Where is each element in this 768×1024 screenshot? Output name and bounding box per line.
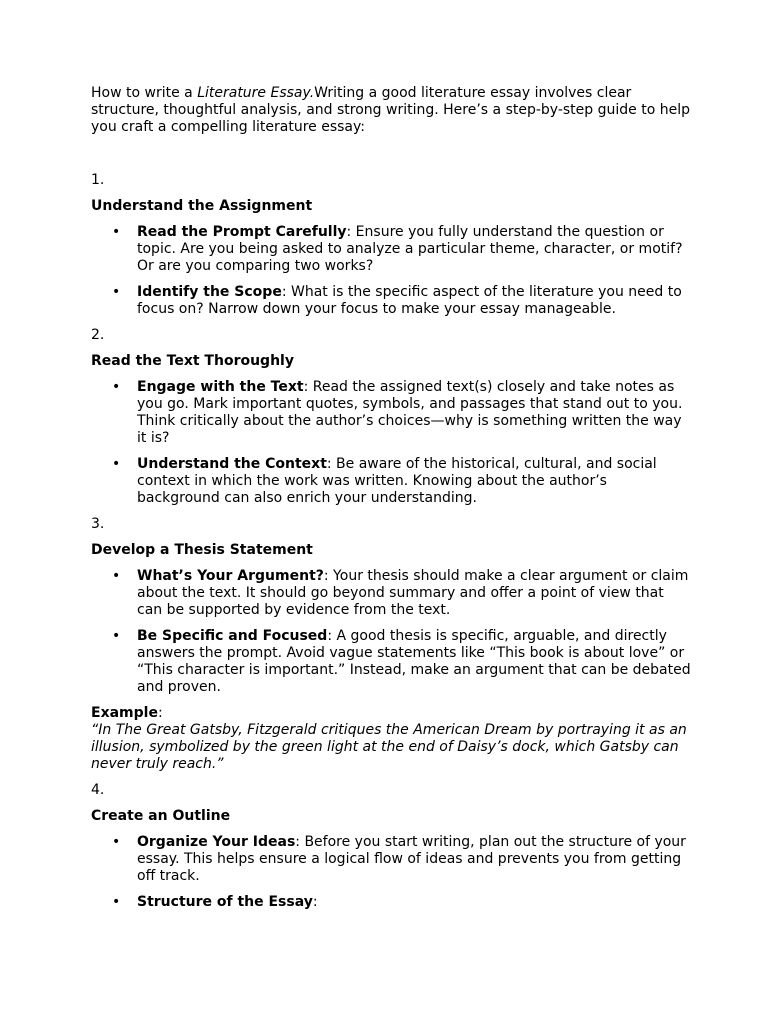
section-number: 1.: [91, 172, 105, 188]
intro-paragraph: [91, 85, 691, 136]
bullet-icon: •: [112, 894, 121, 910]
item-title: What’s Your Argument?: [137, 568, 324, 584]
item-title: Understand the Context: [137, 456, 327, 472]
example-label: Example: [91, 705, 158, 721]
list-item: [91, 894, 691, 911]
bullet-icon: •: [112, 568, 121, 584]
section-3: [91, 516, 691, 696]
item-title: Identify the Scope: [137, 284, 282, 300]
section-heading: Create an Outline: [91, 808, 231, 824]
intro-prefix: How to write a: [91, 85, 198, 101]
section-1: [91, 172, 691, 318]
list-item: [91, 628, 691, 696]
example-colon: :: [157, 705, 163, 721]
list-item: [91, 284, 691, 318]
item-title: Be Specific and Focused: [137, 628, 328, 644]
item-text: :: [312, 894, 318, 910]
item-text: : What is the specific aspect of the literature you need to focus on? Narrow down your focus to make your essay manageable.: [137, 284, 682, 317]
example-block: [91, 705, 691, 773]
bullet-icon: •: [112, 284, 121, 300]
section-number: 3.: [91, 516, 105, 532]
example-quote: “In The Great Gatsby, Fitzgerald critiques the American Dream by portraying it as an illusion, symbolized by the green light at the end of Daisy’s dock, which Gatsby can never truly reach.”: [91, 722, 687, 772]
intro-text: Writing a good literature essay involves clear structure, thoughtful analysis, and strong writing. Here’s a step-by-step guide to help you craft a compelling literature essay:: [91, 85, 690, 135]
item-text: : Read the assigned text(s) closely and take notes as you go. Mark important quotes, symbols, and passages that stand out to you. Think critically about the author’s choices—why is something written the way it is?: [137, 379, 683, 446]
bullet-icon: •: [112, 456, 121, 472]
bullet-list: [91, 224, 691, 318]
section-4: [91, 782, 691, 911]
list-item: [91, 224, 691, 275]
intro-title: Literature Essay.: [197, 85, 315, 101]
item-text: : Be aware of the historical, cultural, and social context in which the work was written. Knowing about the author’s background can also enrich your understanding.: [137, 456, 657, 506]
section-number: 4.: [91, 782, 105, 798]
section-2: [91, 327, 691, 507]
item-title: Structure of the Essay: [137, 894, 313, 910]
bullet-list: [91, 379, 691, 507]
section-heading: Read the Text Thoroughly: [91, 353, 294, 369]
item-text: : Before you start writing, plan out the structure of your essay. This helps ensure a logical flow of ideas and prevents you from getting off track.: [137, 834, 686, 884]
bullet-icon: •: [112, 224, 121, 240]
bullet-icon: •: [112, 628, 121, 644]
item-text: : Ensure you fully understand the question or topic. Are you being asked to analyze a particular theme, character, or motif? Or are you comparing two works?: [137, 224, 683, 274]
list-item: [91, 456, 691, 507]
list-item: [91, 568, 691, 619]
item-text: : A good thesis is specific, arguable, and directly answers the prompt. Avoid vague statements like “This book is about love” or “This character is important.” Instead, make an argument that can be debated and proven.: [137, 628, 691, 695]
section-heading: Develop a Thesis Statement: [91, 542, 313, 558]
bullet-icon: •: [112, 379, 121, 395]
item-title: Read the Prompt Carefully: [137, 224, 347, 240]
section-number: 2.: [91, 327, 105, 343]
bullet-icon: •: [112, 834, 121, 850]
item-title: Organize Your Ideas: [137, 834, 296, 850]
item-title: Engage with the Text: [137, 379, 304, 395]
list-item: [91, 834, 691, 885]
bullet-list: [91, 834, 691, 911]
document-page: [91, 85, 691, 920]
bullet-list: [91, 568, 691, 696]
list-item: [91, 379, 691, 447]
item-text: : Your thesis should make a clear argument or claim about the text. It should go beyond summary and offer a point of view that can be supported by evidence from the text.: [137, 568, 689, 618]
section-heading: Understand the Assignment: [91, 198, 313, 214]
